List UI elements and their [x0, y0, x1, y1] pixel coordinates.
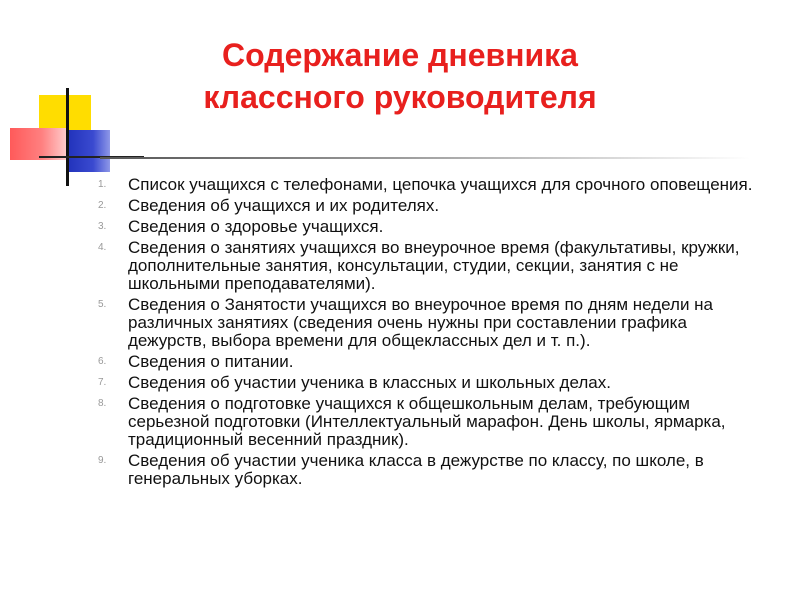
list-item-number: 6.: [98, 356, 107, 367]
list-item-number: 2.: [98, 200, 107, 211]
list-item-number: 1.: [98, 179, 107, 190]
list-item: [98, 218, 758, 236]
page-title: [140, 34, 660, 118]
list-item-text: Список учащихся с телефонами, цепочка учащихся для срочного оповещения.: [128, 175, 753, 194]
list-item-text: Сведения о здоровье учащихся.: [128, 217, 384, 236]
list-item: [98, 239, 758, 293]
title-divider-line: [100, 157, 750, 159]
list-item-number: 8.: [98, 398, 107, 409]
list-item-number: 5.: [98, 299, 107, 310]
vertical-line-decoration: [66, 88, 69, 186]
list-item: [98, 296, 758, 350]
list-item-text: Сведения о подготовке учащихся к общешкольным делам, требующим серьезной подготовки (Интеллектуальный марафон. День школы, ярмарка, традиционный весенний праздник).: [128, 394, 726, 449]
title-line-2: классного руководителя: [203, 79, 597, 115]
title-line-1: Содержание дневника: [222, 37, 578, 73]
list-item-text: Сведения о Занятости учащихся во внеурочное время по дням недели на различных занятиях (сведения очень нужны при составлении графика дежурств, выбора времени для общеклассных дел и т. п.).: [128, 295, 714, 350]
list-item-number: 4.: [98, 242, 107, 253]
list-item-number: 9.: [98, 455, 107, 466]
list-item: [98, 452, 758, 488]
list-item: [98, 197, 758, 215]
list-item-text: Сведения об участии ученика класса в дежурстве по классу, по школе, в генеральных уборках.: [128, 451, 704, 488]
list-item: [98, 176, 758, 194]
list-item: [98, 374, 758, 392]
list-item: [98, 395, 758, 449]
list-item-text: Сведения об участии ученика в классных и школьных делах.: [128, 373, 611, 392]
list-item-number: 7.: [98, 377, 107, 388]
blue-square-decoration: [68, 130, 110, 172]
content-list: [98, 176, 758, 491]
list-item: [98, 353, 758, 371]
list-item-text: Сведения о питании.: [128, 352, 294, 371]
list-item-number: 3.: [98, 221, 107, 232]
list-item-text: Сведения об учащихся и их родителях.: [128, 196, 440, 215]
list-item-text: Сведения о занятиях учащихся во внеурочное время (факультативы, кружки, дополнительные занятия, консультации, студии, секции, занятия с не школьными преподавателями).: [128, 238, 740, 293]
